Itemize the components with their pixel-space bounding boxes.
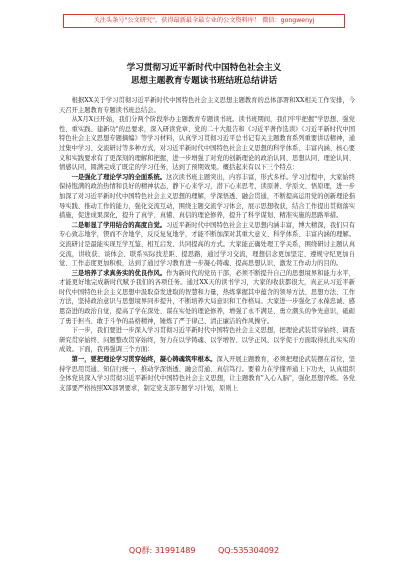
document-title-line-2: 思想主题教育专题读书班结班总结讲话 — [130, 76, 278, 86]
point-2-text: 习近平新时代中国特色社会主义思想内涵丰富，博大精深，我们只有专心致志地学，锲而不舍地学，反反复复地学，才能不断加深对其重大意义、科学体系、丰富内涵的理解。交流研讨是最能实现互学互鉴、相互启发、共同提高的方式。大家能正确处理工学关系，围绕研讨主题认真交流，讲收获、谈体会、联系实际找差距、提思路，通过学习交流，理想信念更加坚定、遵规守纪更加自觉、工作态度更加积极，达到了通过学习教育进一步凝心铸魂、提高思想认识、激发工作动力的目的。 — [59, 221, 356, 268]
paragraph-point-1 — [59, 173, 355, 221]
point-1-text: 这次读书班主题突出，内容丰富，形式多样。学习过程中，大家始终保持饱满的政治热情和良好的精神状态，静下心来学习，潜下心来思考，读原著、学原文、悟原理，进一步加深了对习近平新时代中国特色社会主义思想的理解，学深悟透、融会贯通，不断提高运用党的创新理论指导实践、推动工作的能力，强化交流互动，围绕主题交流学习体会，展示思想收获，结合工作提出贯彻落实措施，促进成果深化，提升了真学、真懂、真信的理论修养，提升了科学谋划、精准实施的思路举措。 — [59, 173, 356, 220]
paragraph-intro: 根据XX关于学习贯彻习近平新时代中国特色社会主义思想主题教育的总体部署和XX相关工作安排，今天召开主题教育专题读书班总结会。 — [59, 97, 355, 114]
point-3-heading: 三是培养了求真务实的优良作风。 — [71, 269, 167, 277]
document-body — [59, 96, 355, 393]
footer-qq-group: QQ群: 31991489 — [128, 546, 196, 555]
footer-qq: QQ:535304092 — [218, 546, 280, 555]
promo-banner: 关注头条号"公文研究"，获得最新最全最专业的公文资料库！ 微信：gongwenyj — [63, 14, 345, 28]
requirement-1-text: 深入开展主题教育，必须把理论武装摆在首位，坚持学思用贯通、知信行统一，推动学深悟透、融会贯通、真信笃行。要着力在学懂弄通上下功夫，认真组织全体党员深入学习贯彻习近平新时代中国特色社会主义思想，让主题教育"入心入脑"，强化思想淬炼。各党支部要严格按照XX部署要求，制定党支部专题学习计划，原则上 — [59, 356, 356, 392]
paragraph-point-2 — [59, 221, 355, 269]
paragraph-next-steps: 下一步，我们要进一步深入学习贯彻习近平新时代中国特色社会主义思想，把理论武装贯穿始终、调查研究贯穿始终、问题整改贯穿始终，努力在以学铸魂、以学增智、以学正风、以学促干方面取得扎扎实实的成效。下面，我再强调三个方面： — [59, 327, 355, 354]
footer-contact — [0, 545, 408, 556]
paragraph-requirement-1 — [59, 355, 355, 393]
point-1-heading: 一是强化了理论学习的全面系统。 — [71, 173, 167, 181]
paragraph-point-3 — [59, 269, 355, 327]
paragraph-overview: 从X月X日开始，我们分两个阶段举办主题教育专题读书班。读书班期间，我们牢牢把握"学思想、强党性、重实践、建新功"的总要求，深入研读党章、党的二十大报告和《习近平著作选读》《习近平新时代中国特色社会主义思想专题摘编》等学习材料，认真学习贯彻习近平总书记有关主题教育系列重要讲话精神，通过集中学习、交流研讨等多种方式，对习近平新时代中国特色社会主义思想的科学体系、丰富内涵、核心要义和实践要求有了更深刻的理解和把握，进一步增强了对党的创新理论的政治认同、思想认同、理论认同、情感认同，圆满完成了既定的学习任务，达到了预期效果。概括起来有以下三个特点： — [59, 116, 355, 172]
point-2-heading: 二是彰显了学用结合的高度自觉。 — [71, 221, 167, 229]
point-3-text: 作为新时代的党员干部，必须不断提升自己的思想境界和能力水平，才能更好地完成新时代赋予我们的各项任务。通过XX天的读书学习，大家的收获都很大，真正从习近平新时代中国特色社会主义思想中汲取奋发进取的智慧和力量，热练掌握其中蕴含的领导方法、思想方法、工作方法，坚持政治意识与思想境界同步提升，不断培养大局意识和工作格局。大家进一步强化了永葆忠诚、感恩奋进的政治自觉，提高了学在深处、谋在实处的理论修养，增强了永不满足、勇立潮头的争先意识，砥砺了勇于担当、敢于斗争的品格精神，锤炼了严于律己、清正廉洁的作风操守。 — [59, 269, 356, 325]
requirement-1-heading: 第一，要把理论学习贯穿始终，凝心铸魂筑牢根本。 — [71, 356, 217, 364]
document-title-line-1: 学习贯彻习近平新时代中国特色社会主义 — [126, 63, 282, 73]
